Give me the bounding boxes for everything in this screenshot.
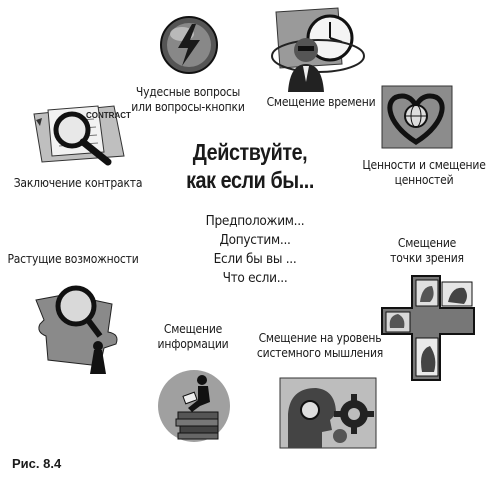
node-systems-line-2: системного мышления bbox=[256, 346, 384, 360]
node-information-shift bbox=[146, 322, 240, 352]
lightning-button-illustration bbox=[158, 14, 220, 76]
information-books-illustration bbox=[152, 362, 234, 442]
possibilities-puzzle-illustration bbox=[28, 270, 128, 380]
node-time-line-1: Смещение времени bbox=[266, 95, 376, 109]
node-systems-line-1: Смещение на уровень bbox=[258, 331, 382, 345]
center-title-line-2: как если бы... bbox=[186, 167, 314, 193]
node-viewpoint-line-1: Смещение bbox=[397, 236, 457, 250]
phrase-what-if: Что если... bbox=[222, 270, 288, 286]
node-miracle-questions bbox=[128, 85, 248, 115]
node-growing-possibilities bbox=[6, 252, 140, 267]
node-systems-shift bbox=[254, 331, 386, 361]
node-information-line-2: информации bbox=[157, 337, 229, 351]
time-shift-illustration bbox=[268, 6, 368, 92]
node-contract bbox=[10, 176, 146, 191]
center-phrases bbox=[185, 212, 325, 288]
contract-magnifier-illustration bbox=[28, 100, 138, 168]
node-values-line-2: ценностей bbox=[394, 173, 454, 187]
node-miracle-line-2: или вопросы-кнопки bbox=[131, 100, 245, 114]
node-information-line-1: Смещение bbox=[163, 322, 223, 336]
node-miracle-line-1: Чудесные вопросы bbox=[135, 85, 241, 99]
values-heart-illustration bbox=[376, 82, 456, 152]
node-values-line-1: Ценности и смещение bbox=[362, 158, 486, 172]
center-title bbox=[164, 138, 336, 194]
node-time-shift bbox=[262, 95, 380, 110]
node-contract-line-1: Заключение контракта bbox=[13, 176, 143, 190]
viewpoint-faces-illustration bbox=[378, 272, 478, 384]
contract-paper-text: CONTRACT bbox=[86, 111, 131, 120]
phrase-if-you: Если бы вы ... bbox=[213, 251, 297, 267]
node-possibilities-line-1: Растущие возможности bbox=[7, 252, 139, 266]
phrase-assume: Допустим... bbox=[219, 232, 291, 248]
systems-gears-illustration bbox=[278, 374, 378, 452]
center-title-line-1: Действуйте, bbox=[192, 139, 308, 165]
node-values-shift bbox=[362, 158, 486, 188]
figure-caption: Рис. 8.4 bbox=[12, 456, 62, 471]
node-viewpoint-line-2: точки зрения bbox=[390, 251, 464, 265]
node-viewpoint-shift bbox=[372, 236, 482, 266]
phrase-suppose: Предположим... bbox=[205, 213, 305, 229]
